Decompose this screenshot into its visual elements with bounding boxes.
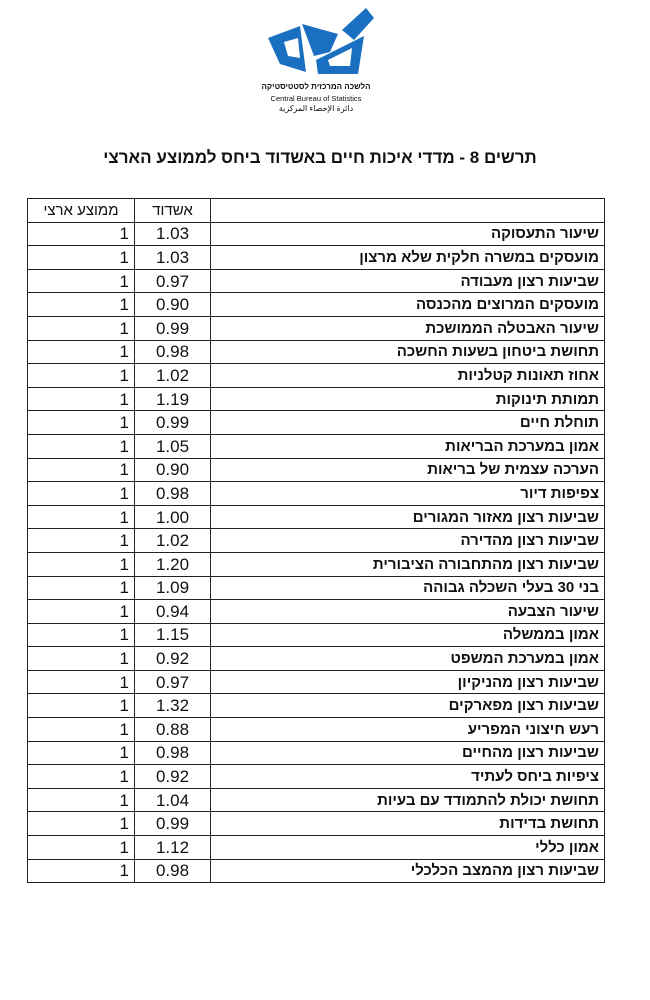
ashdod-value-cell: 0.98 — [135, 482, 211, 506]
indicator-label-cell: שביעות רצון מהדירה — [211, 529, 605, 553]
indicator-label-cell: אמון כללי — [211, 836, 605, 860]
table-row — [28, 694, 605, 718]
national-value-cell: 1 — [28, 505, 135, 529]
national-value-cell: 1 — [28, 694, 135, 718]
table-row — [28, 765, 605, 789]
ashdod-value-cell: 1.02 — [135, 529, 211, 553]
national-value-cell: 1 — [28, 812, 135, 836]
column-header-indicator — [211, 199, 605, 223]
national-value-cell: 1 — [28, 836, 135, 860]
table-row — [28, 718, 605, 742]
column-header-national: ממוצע ארצי — [28, 199, 135, 223]
ashdod-value-cell: 1.12 — [135, 836, 211, 860]
ashdod-value-cell: 0.92 — [135, 765, 211, 789]
indicator-label-cell: תחושת יכולת להתמודד עם בעיות — [211, 788, 605, 812]
org-name-arabic: دائرة الإحصاء المركزية — [278, 104, 354, 113]
table-row — [28, 647, 605, 671]
table-row — [28, 836, 605, 860]
table-row — [28, 670, 605, 694]
national-value-cell: 1 — [28, 434, 135, 458]
indicator-label-cell: אמון בממשלה — [211, 623, 605, 647]
national-value-cell: 1 — [28, 269, 135, 293]
table-row — [28, 411, 605, 435]
indicator-label-cell: שביעות רצון מהתחבורה הציבורית — [211, 552, 605, 576]
ashdod-value-cell: 1.03 — [135, 222, 211, 246]
indicator-label-cell: בני 30 בעלי השכלה גבוהה — [211, 576, 605, 600]
ashdod-value-cell: 0.90 — [135, 293, 211, 317]
indicator-label-cell: אמון במערכת המשפט — [211, 647, 605, 671]
national-value-cell: 1 — [28, 741, 135, 765]
cbs-logo — [250, 6, 390, 118]
ashdod-value-cell: 0.99 — [135, 411, 211, 435]
table-header-row — [28, 199, 605, 223]
national-value-cell: 1 — [28, 718, 135, 742]
indicator-label-cell: תוחלת חיים — [211, 411, 605, 435]
national-value-cell: 1 — [28, 222, 135, 246]
indicator-label-cell: אמון במערכת הבריאות — [211, 434, 605, 458]
indicator-label-cell: תמותת תינוקות — [211, 387, 605, 411]
ashdod-value-cell: 0.97 — [135, 670, 211, 694]
ashdod-value-cell: 1.02 — [135, 364, 211, 388]
column-header-ashdod: אשדוד — [135, 199, 211, 223]
ashdod-value-cell: 0.90 — [135, 458, 211, 482]
indicator-label-cell: שיעור הצבעה — [211, 600, 605, 624]
ashdod-value-cell: 0.98 — [135, 741, 211, 765]
indicator-label-cell: רעש חיצוני המפריע — [211, 718, 605, 742]
table-row — [28, 788, 605, 812]
table-row — [28, 552, 605, 576]
quality-of-life-table — [27, 198, 605, 883]
ashdod-value-cell: 0.97 — [135, 269, 211, 293]
org-name-hebrew: הלשכה המרכזית לסטטיסטיקה — [261, 82, 371, 91]
national-value-cell: 1 — [28, 293, 135, 317]
national-value-cell: 1 — [28, 647, 135, 671]
table-row — [28, 458, 605, 482]
ashdod-value-cell: 1.09 — [135, 576, 211, 600]
national-value-cell: 1 — [28, 623, 135, 647]
ashdod-value-cell: 0.98 — [135, 859, 211, 883]
national-value-cell: 1 — [28, 364, 135, 388]
table-row — [28, 293, 605, 317]
ashdod-value-cell: 1.05 — [135, 434, 211, 458]
indicator-label-cell: ציפיות ביחס לעתיד — [211, 765, 605, 789]
ashdod-value-cell: 1.15 — [135, 623, 211, 647]
ashdod-value-cell: 0.99 — [135, 316, 211, 340]
table-row — [28, 859, 605, 883]
ashdod-value-cell: 0.88 — [135, 718, 211, 742]
indicator-label-cell: שביעות רצון מאזור המגורים — [211, 505, 605, 529]
ashdod-value-cell: 0.94 — [135, 600, 211, 624]
ashdod-value-cell: 0.92 — [135, 647, 211, 671]
table-row — [28, 316, 605, 340]
national-value-cell: 1 — [28, 411, 135, 435]
national-value-cell: 1 — [28, 482, 135, 506]
ashdod-value-cell: 0.99 — [135, 812, 211, 836]
ashdod-value-cell: 1.32 — [135, 694, 211, 718]
page-title: תרשים 8 - מדדי איכות חיים באשדוד ביחס לממוצע הארצי — [103, 148, 537, 167]
national-value-cell: 1 — [28, 670, 135, 694]
national-value-cell: 1 — [28, 600, 135, 624]
table-row — [28, 576, 605, 600]
indicator-label-cell: שביעות רצון מהמצב הכלכלי — [211, 859, 605, 883]
table-row — [28, 505, 605, 529]
indicator-label-cell: שיעור התעסוקה — [211, 222, 605, 246]
indicator-label-cell: תחושת ביטחון בשעות החשכה — [211, 340, 605, 364]
cbs-logo-icon — [254, 6, 378, 80]
indicator-label-cell: שביעות רצון מעבודה — [211, 269, 605, 293]
table-row — [28, 741, 605, 765]
ashdod-value-cell: 1.04 — [135, 788, 211, 812]
table-row — [28, 340, 605, 364]
ashdod-value-cell: 1.00 — [135, 505, 211, 529]
table-row — [28, 434, 605, 458]
ashdod-value-cell: 1.03 — [135, 246, 211, 270]
national-value-cell: 1 — [28, 765, 135, 789]
indicator-label-cell: מועסקים במשרה חלקית שלא מרצון — [211, 246, 605, 270]
table-row — [28, 246, 605, 270]
indicator-label-cell: שביעות רצון מהחיים — [211, 741, 605, 765]
indicator-label-cell: שיעור האבטלה הממושכת — [211, 316, 605, 340]
national-value-cell: 1 — [28, 316, 135, 340]
indicator-label-cell: מועסקים המרוצים מהכנסה — [211, 293, 605, 317]
table-row — [28, 222, 605, 246]
ashdod-value-cell: 0.98 — [135, 340, 211, 364]
table-row — [28, 269, 605, 293]
table-row — [28, 387, 605, 411]
table-row — [28, 364, 605, 388]
table-row — [28, 482, 605, 506]
national-value-cell: 1 — [28, 458, 135, 482]
national-value-cell: 1 — [28, 576, 135, 600]
national-value-cell: 1 — [28, 788, 135, 812]
table-row — [28, 600, 605, 624]
national-value-cell: 1 — [28, 529, 135, 553]
national-value-cell: 1 — [28, 859, 135, 883]
indicator-label-cell: הערכה עצמית של בריאות — [211, 458, 605, 482]
indicator-label-cell: תחושת בדידות — [211, 812, 605, 836]
table-row — [28, 812, 605, 836]
national-value-cell: 1 — [28, 387, 135, 411]
indicator-label-cell: שביעות רצון מהניקיון — [211, 670, 605, 694]
table-row — [28, 623, 605, 647]
indicator-label-cell: שביעות רצון מפארקים — [211, 694, 605, 718]
national-value-cell: 1 — [28, 340, 135, 364]
org-name-english: Central Bureau of Statistics — [270, 94, 362, 103]
table-row — [28, 529, 605, 553]
national-value-cell: 1 — [28, 246, 135, 270]
ashdod-value-cell: 1.19 — [135, 387, 211, 411]
indicator-label-cell: צפיפות דיור — [211, 482, 605, 506]
ashdod-value-cell: 1.20 — [135, 552, 211, 576]
indicator-label-cell: אחוז תאונות קטלניות — [211, 364, 605, 388]
national-value-cell: 1 — [28, 552, 135, 576]
